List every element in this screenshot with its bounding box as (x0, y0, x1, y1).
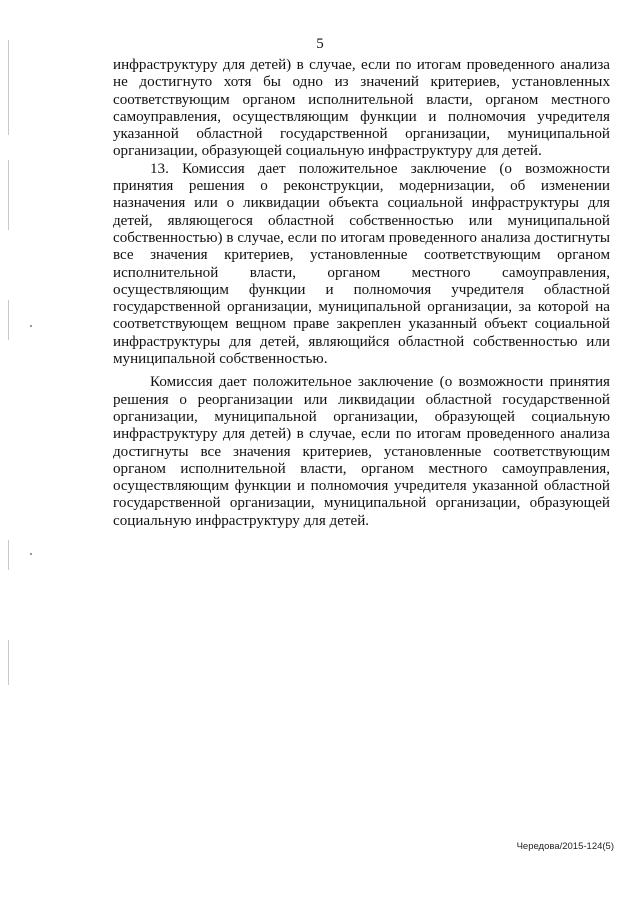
scan-dot (30, 553, 32, 555)
scan-dot (30, 325, 32, 327)
scan-mark (8, 640, 9, 685)
scan-mark (8, 160, 9, 230)
document-body (113, 57, 610, 530)
scan-mark (8, 40, 9, 135)
paragraph-item-13: 13. Комиссия дает положительное заключение (о возможности принятия решения о реконструкции, модернизации, об изменении назначения или о ликвидации объекта социальной инфраструктуры для детей, являющегося областной собственностью или муниципальной собственностью) в случае, если по итогам проведенного анализа достигнуты все значения критериев, установленные соответствующим органом исполнительной власти, органом местного самоуправления, осуществляющим функции и полномочия учредителя областной государственной организации, муниципальной организации, за которой на соответствующем вещном праве закреплен указанный объект социальной инфраструктуры для детей, являющийся областной собственностью или муниципальной собственностью. (113, 160, 610, 368)
document-footer-code: Чередова/2015-124(5) (516, 841, 614, 852)
paragraph-continuation: инфраструктуру для детей) в случае, если по итогам проведенного анализа не достигнуто хотя бы одно из значений критериев, установленных соответствующим органом исполнительной власти, органом местного самоуправления, осуществляющим функции и полномочия учредителя указанной областной государственной организации, муниципальной организации, образующей социальную инфраструктуру для детей. (113, 57, 610, 160)
paragraph-commission-reorganization: Комиссия дает положительное заключение (о возможности принятия решения о реорганизации или ликвидации областной государственной организации, муниципальной организации, образующей социальную инфраструктуру для детей) в случае, если по итогам проведенного анализа достигнуты все значения критериев, установленные соответствующим органом исполнительной власти, органом местного самоуправления, осуществляющим функции и полномочия учредителя указанной областной государственной организации, муниципальной организации, образующей социальную инфраструктуру для детей. (113, 374, 610, 529)
scan-mark (8, 540, 9, 570)
scan-mark (8, 300, 9, 340)
page-number: 5 (316, 36, 324, 52)
